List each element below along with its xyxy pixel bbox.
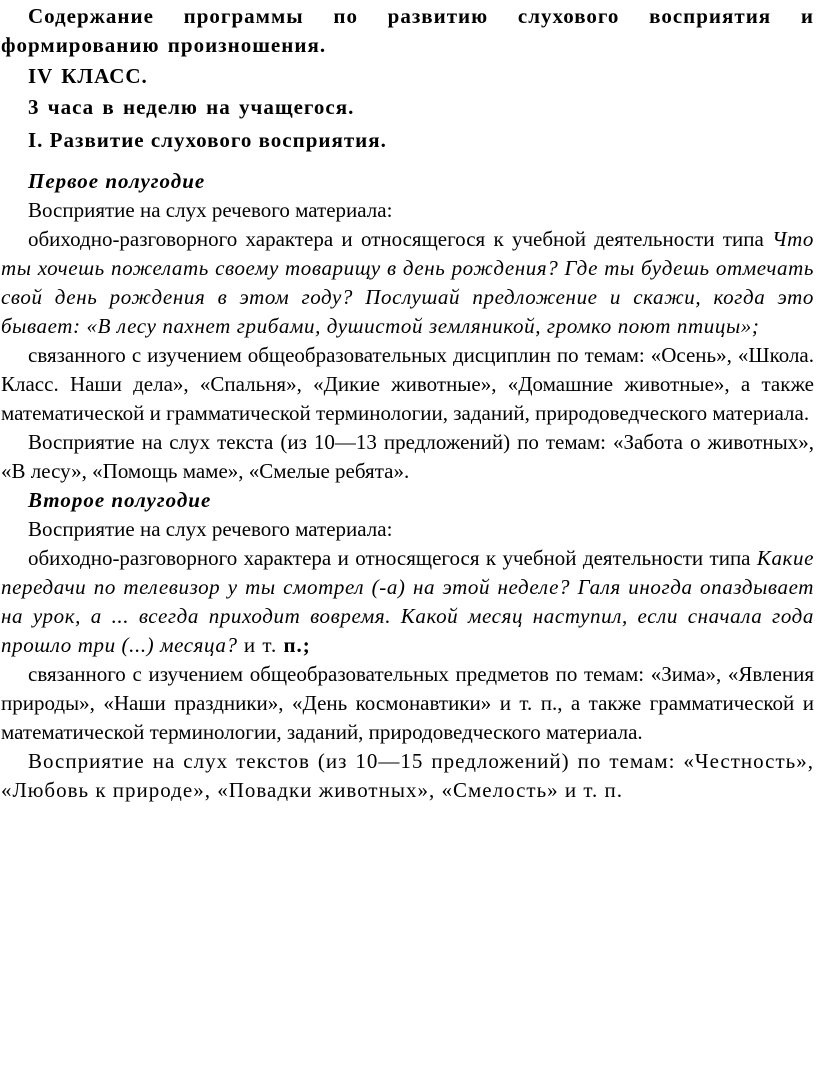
first-half-colloquial-prefix: обиходно-разговорного характера и относящегося к учебной деятельности типа bbox=[28, 227, 773, 251]
second-half-colloquial-examples: Какие передачи по телевизор у ты смотрел (-а) на этой неделе? Галя иногда опаздывает на урок, а ... всегда приходит вовремя. Какой месяц наступил, если сначала года прошло три (...) месяца? bbox=[1, 546, 814, 657]
second-half-subjects: связанного с изучением общеобразовательных предметов по темам: «Зима», «Явления природы», «Наши праздники», «День космонавтики» и т. п., а также грамматической и математической терминологии, заданий, природоведческого материала. bbox=[1, 662, 814, 744]
first-half-heading: Первое полугодие bbox=[28, 169, 206, 193]
second-half-texts: Восприятие на слух текстов (из 10—15 предложений) по темам: «Честность», «Любовь к природе», «Повадки животных», «Смелость» и т. п. bbox=[1, 749, 814, 802]
grade-label: IV КЛАСС. bbox=[28, 64, 148, 88]
hours-label: 3 часа в неделю на учащегося. bbox=[28, 95, 355, 119]
first-half-texts: Восприятие на слух текста (из 10—13 предложений) по темам: «Забота о животных», «В лесу», «Помощь маме», «Смелые ребята». bbox=[1, 430, 814, 483]
first-half-subjects: связанного с изучением общеобразовательных дисциплин по темам: «Осень», «Школа. Класс. Наши дела», «Спальня», «Дикие животные», «Домашние животные», а также математической и грамматической терминологии, заданий, природоведческого материала. bbox=[1, 343, 814, 425]
second-half-heading: Второе полугодие bbox=[28, 488, 212, 512]
second-half-intro: Восприятие на слух речевого материала: bbox=[28, 517, 393, 541]
first-half-colloquial-examples: Что ты хочешь пожелать своему товарищу в день рождения? Где ты будешь отмечать свой день рождения в этом году? Послушай предложение и скажи, когда это бывает: «В лесу пахнет грибами, душистой земляникой, громко поют птицы»; bbox=[1, 227, 814, 338]
first-half-colloquial bbox=[1, 225, 814, 341]
program-title: Содержание программы по развитию слухового восприятия и формированию произношения. bbox=[1, 4, 814, 57]
second-half-colloquial-prefix: обиходно-разговорного характера и относящегося к учебной деятельности типа bbox=[28, 546, 757, 570]
section-heading: I. Развитие слухового восприятия. bbox=[28, 128, 387, 152]
second-half-colloquial-p: п.; bbox=[283, 633, 311, 657]
second-half-colloquial bbox=[1, 544, 814, 660]
first-half-intro: Восприятие на слух речевого материала: bbox=[28, 198, 393, 222]
second-half-colloquial-and: и т. bbox=[237, 633, 284, 657]
